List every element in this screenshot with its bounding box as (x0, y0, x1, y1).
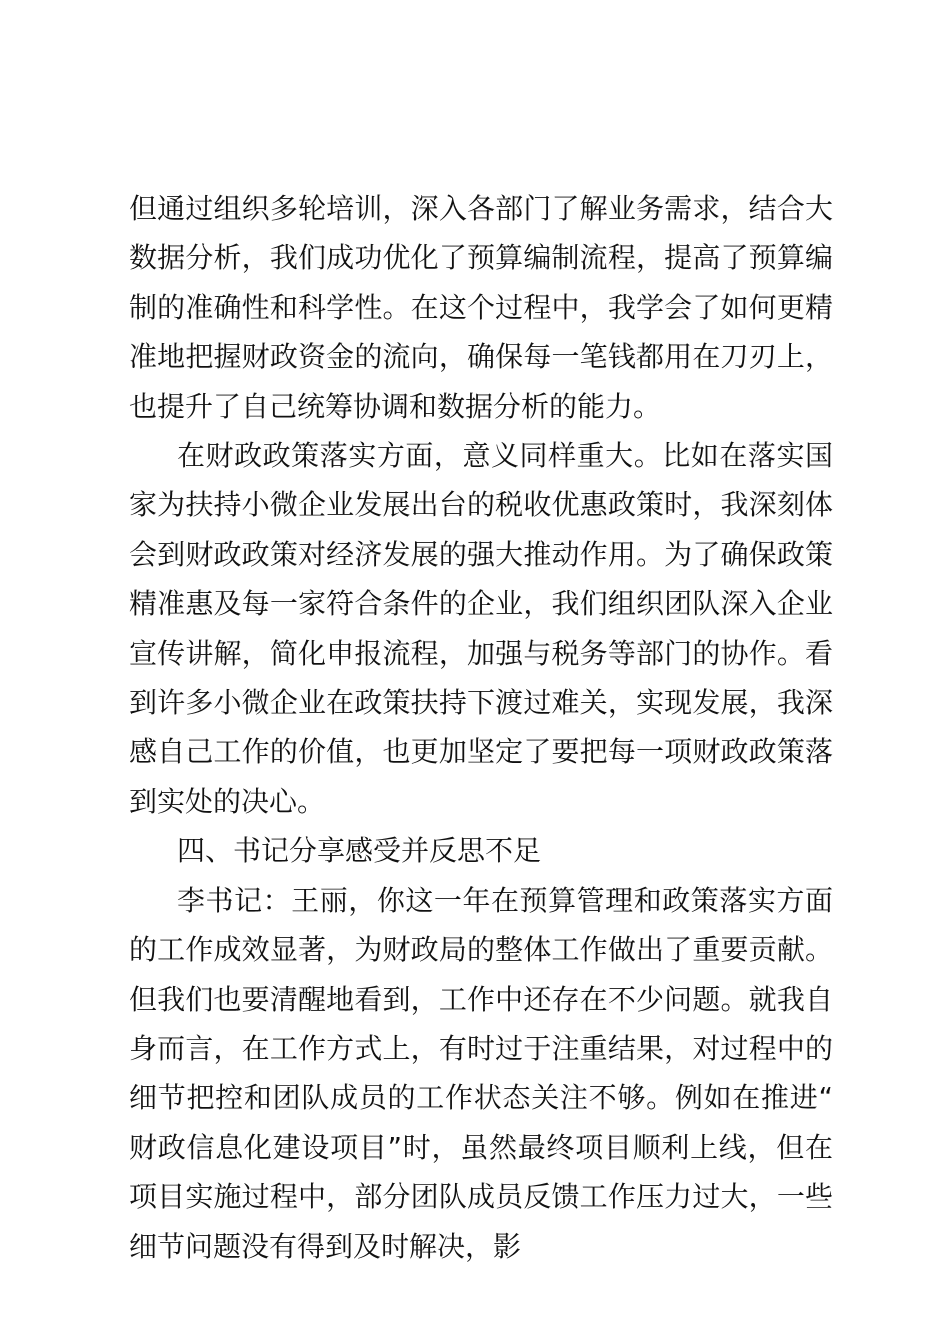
paragraph-budget-experience: 但通过组织多轮培训，深入各部门了解业务需求，结合大数据分析，我们成功优化了预算编制流程，提高了预算编制的准确性和科学性。在这个过程中，我学会了如何更精准地把握财政资金的流向，确保每一笔钱都用在刀刃上，也提升了自己统筹协调和数据分析的能力。 (129, 192, 833, 423)
paragraph-policy-implementation: 在财政政策落实方面，意义同样重大。比如在落实国家为扶持小微企业发展出台的税收优惠政策时，我深刻体会到财政政策对经济发展的强大推动作用。为了确保政策精准惠及每一家符合条件的企业，我们组织团队深入企业宣传讲解，简化申报流程，加强与税务等部门的协作。看到许多小微企业在政策扶持下渡过难关，实现发展，我深感自己工作的价值，也更加坚定了要把每一项财政政策落到实处的决心。 (129, 439, 833, 818)
paragraph-secretary-remarks: 李书记：王丽，你这一年在预算管理和政策落实方面的工作成效显著，为财政局的整体工作做出了重要贡献。但我们也要清醒地看到，工作中还存在不少问题。就我自身而言，在工作方式上，有时过于注重结果，对过程中的细节把控和团队成员的工作状态关注不够。例如在推进“财政信息化建设项目”时，虽然最终项目顺利上线，但在项目实施过程中，部分团队成员反馈工作压力过大，一些细节问题没有得到及时解决，影 (129, 883, 833, 1263)
document-body (129, 184, 833, 1271)
section-heading: 四、书记分享感受并反思不足 (177, 834, 542, 868)
